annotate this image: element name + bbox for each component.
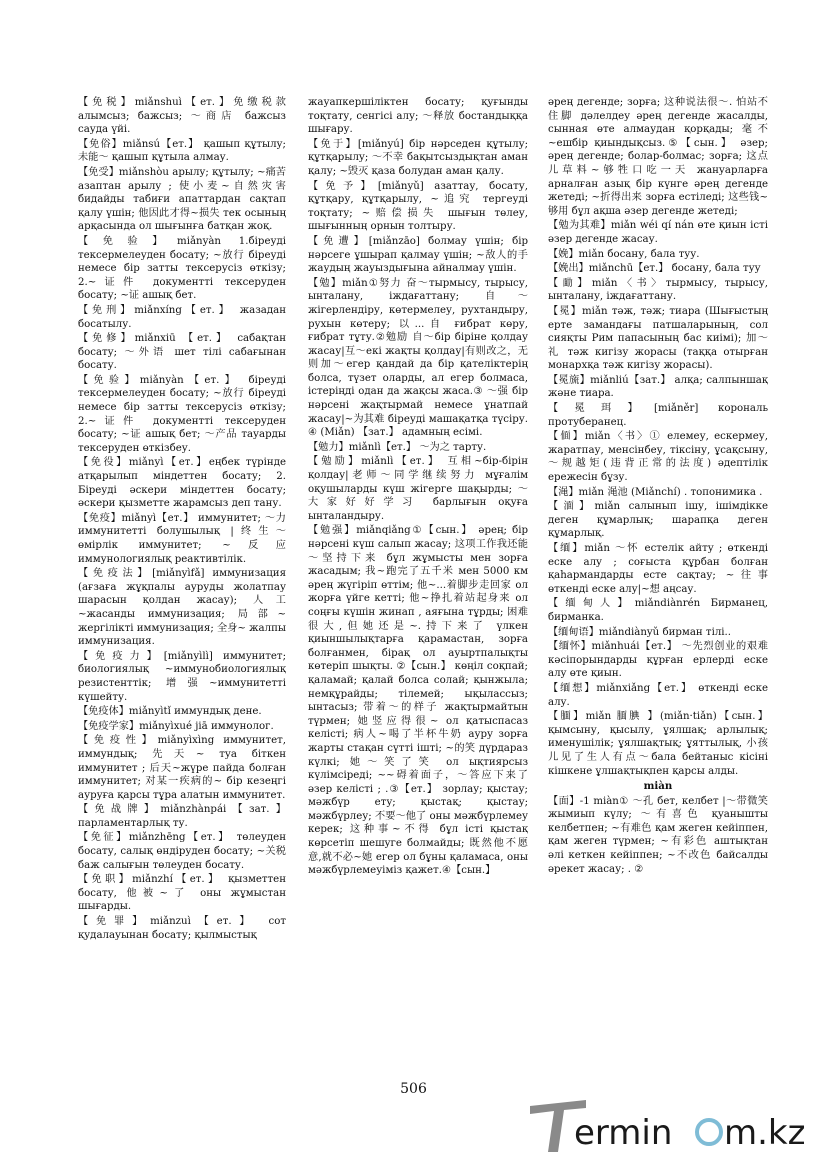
dictionary-entry: 【免验】miǎnyàn 1.біреуді тексермелеуден босату; ~放行 біреуді немесе бір затты тексерусіз өткізу; 2.~证件 документті тексеруден босату; ~证 ашық бет.	[78, 235, 286, 302]
dictionary-entry: 【缅甸语】miǎndiànyǔ бирман тілі..	[548, 626, 732, 638]
dictionary-entry: 【免疫学家】miǎnyìxué jiā иммунолог.	[78, 720, 274, 732]
dictionary-entry: 【免疫体】miǎnyìtǐ иммундық дене.	[78, 706, 262, 718]
dictionary-entry: 【冕旒】miǎnliú【зат.】 алқа; салпыншақ және тиара.	[548, 374, 768, 400]
page-number: 506	[400, 1081, 427, 1097]
dictionary-entry: 【免罪】miǎnzuì【ет.】 сот қудалауынан босату; қылмыстық	[78, 916, 286, 941]
dictionary-entry: 【勔】miǎn〈书〉тырмысу, тырысу, ынталану, іждағаттану.	[548, 277, 768, 303]
dictionary-entry: 【面】-1 miàn① ～孔 бет, келбет |～带微笑 жымиып күлу; ～有喜色 қуанышты келбетпен; ~有难色 қам жеген кейіппен, қам жеген түрмен; ~有彩色 аштықтан әлі кеткен кейіппен; ~不改色 байсалды әрекет жасау; . ②	[548, 795, 768, 875]
dictionary-entry: 【免税】miǎnshuì【ет.】免缴税款 алымсыз; бажсыз; ～商店 бажсыз сауда үйі.	[78, 97, 286, 136]
dictionary-entry: 【免疫力】[miǎnyìlì] иммунитет; биологиялық ~иммунобиологиялық резистенттік; 增强~иммунитетті күшейту.	[78, 650, 286, 703]
dictionary-entry: 【免受】miǎnshòu арылу; құтылу; ~痛苦 азаптан арылу ; 使小麦~自然灾害 бидайды табиғи апаттардан сақтап қалу үшін; 他因此才得~损失 тек осының арқасында ол шығынға батқан жоқ.	[78, 166, 286, 233]
column-left	[78, 96, 286, 1061]
dictionary-entry: 【免疫性】miǎnyìxìng иммунитет, иммундық; 先天~ туа біткен иммунитет ; 后天~жүре пайда болған иммунитет; 对某一疾病的~ бір кезеңгі ауруға қарсы тұра алатын иммунитет.	[78, 735, 286, 801]
dictionary-entry: 【免疫】miǎnyì【ет.】 иммунитет; ～力 иммунитетті болушылық |终生～өмірлік иммунитет; ~反应 иммунологиялық реактивтілік.	[78, 512, 286, 565]
dictionary-entry: 【冕珥】[miǎněr] корональ протуберанец.	[548, 403, 768, 428]
column-middle	[308, 96, 528, 1061]
dictionary-entry: 【湎】miǎn салынып ішу, ішімдікке деген құмарлық; шарапқа деген құмарлық.	[548, 501, 768, 540]
dictionary-entry: 【免验】miǎnyàn【ет.】 біреуді тексермелеуден босату; ~放行 біреуді немесе бір затты тексерусіз өткізу; 2.~证件 документті тексеруден босату; ~证 ашық бет; ～产品 тауарды тексеруден өткізбеу.	[78, 374, 286, 454]
dictionary-entry: 【腼】miǎn 腼腆 】(miǎn·tiǎn)【сын.】 қымсыну, қысылу, ұялшақ; арлылық; именушілік; ұялшақтық; ұяттылық, 小孩儿见了生人有点～бала бейтаныс кісіні кішкене ұлшақтықпен қарсы алды.	[548, 711, 768, 777]
dictionary-entry: 【免征】miǎnzhēng【ет.】 төлеуден босату, салық өндіруден босату; ~关税 баж салығын төлеуден босату.	[78, 832, 286, 871]
logo-graphic	[528, 1096, 818, 1156]
column-right	[548, 96, 768, 1061]
dictionary-entry: 【冕】miǎn тәж, тәж; тиара (Шығыстың ерте замандағы патшаларының, сол сияқты Рим папасының бас киімі); 加～礼 тәж кигізу жорасы (таққа отырған монархқа тәж кигізу жорасы).	[548, 305, 768, 372]
dictionary-entry: 【免刑】miǎnxíng【ет.】 жазадан босатылу.	[78, 304, 286, 330]
dictionary-entry: 【偭】miǎn〈书〉① елемеу, ескермеу, жаратпау, менсінбеу, тіксіну, ұсақсыну, ～规越矩(违背正常的法度) әдептілік ережесін бұзу.	[548, 431, 768, 484]
dictionary-entry: 【缅】miǎn ～怀 естелік айту ; өткенді еске алу ; соғыста құрбан болған қаһармандарды есте сақтау; ~往事 өткенді еске алу|~想 аңсау.	[548, 543, 768, 595]
logo-ring-icon	[697, 1120, 721, 1144]
dictionary-entry: 【勉】miǎn①努力 奋～тырмысу, тырысу, ынталану, іждағаттану; 自～жігерлендіру, көтермелеу, рухтандыру, рухын көтеру; 以...自 ғибрат көру, ғибрат тұту.②勉励 自～бір біріне қолдау жасау|互～екі жақты қолдау|有则改之，无则加～егер қандай да бір қателіктерің болса, түзет оларды, ал егер болмаса, істеріңді одан да жақсы жаса.③ ～强 бір нәрсені жақтырмай немесе ұнатпай жасау|~为其难 біреуді машақатқа түсіру. ④ (Miǎn) 【зат.】 адамның есімі.	[308, 277, 528, 439]
dictionary-entry: 【勉为其难】miǎn wéi qí nán өте қиын істі әзер дегенде жасау.	[548, 220, 768, 245]
dictionary-entry: 【免职】miǎnzhí【ет.】 қызметтен босату, 他被~了 оны жұмыстан шығарды.	[78, 874, 286, 913]
dictionary-entry: 【免疫法】[miǎnyìfǎ] иммунизация (ағзаға жұқпалы ауруды жолатпау шарасын қолдан жасау); 人工~жасанды иммунизация; 局部~ жергілікті иммунизация; 全身~ жалпы иммунизация.	[78, 568, 286, 648]
dictionary-entry: 【免修】miǎnxiū 【ет.】 сабақтан босату; ～外语 шет тілі сабағынан босату.	[78, 333, 286, 372]
dictionary-entry: 【勉励】miǎnlì【ет.】 互相~бір-бірін қолдау|老师～同学继续努力 мұғалім оқушыларды күш жігерге шақырды; ～大家好好学习 барлығын оқуға ынталандыру.	[308, 456, 528, 522]
dictionary-entry: 【缅想】miǎnxiǎng【ет.】 өткенді еске алу.	[548, 682, 768, 708]
dictionary-entry: 【渑】miǎn 渑池 (Miǎnchí) . топонимика .	[548, 486, 763, 498]
dictionary-entry: 【免遭】[miǎnzāo] болмау үшін; бір нәрсеге ұшырап қалмау үшін; ~敌人的手 жаудың жауыздығына айналмау үшін.	[308, 235, 528, 275]
dictionary-entry: 【免战牌】miǎnzhànpái【зат.】 парламентарлық ту.	[78, 804, 286, 829]
dictionary-entry: 【娩出】miǎnchū【ет.】 босану, бала туу	[548, 263, 761, 275]
section-heading: miàn	[643, 780, 673, 793]
dictionary-entry: жауапкершіліктен босату; қуғынды тоқтату, сенгісі алу; ～释放 бостандыққа шығару.	[308, 97, 528, 136]
dictionary-entry: 【免役】miǎnyì【ет.】еңбек түрінде атқарылып міндеттен босату; 2. Біреуді әскери міндеттен босату; әскери қызметте жарамсыз деп тану.	[78, 457, 286, 510]
termincom-logo	[528, 1096, 818, 1156]
logo-text-part2: m.kz	[724, 1113, 806, 1153]
dictionary-entry: 【缅甸人】miǎndiànrén Бирманец, бирманка.	[548, 598, 768, 623]
dictionary-entry: 【勉强】miǎnqiǎng①【сын.】 әрең; бір нәрсені күш салып жасау; 这项工作我还能～坚持下来 бұл жұмысты мен зорға жасадым; 我~跑完了五千米 мен 5000 км әрең жүгіріп өттім; 他~...着脚步走回家 ол жорға үйге кетті; 他~挣扎着站起身来 ол соңғы күшін жинап , аяғына тұрды; 困难很大,但她还是~.持下来了 үлкен қиыншылықтарға қарамастан, зорға болғанмен, бірақ ол ауыртпалықты көтеріп шықты. ②【сын.】 көңіл соқпай; қаламай; қалай болса солай; қынжыла; немқұрайды; тілемей; ықылассыз; ынтасыз; 带着～的样子 жақтырмайтын түрмен; 她竖应得很~ ол қатыспасаз келісті; 病人~喝了半杯牛奶 ауру зорға жарты стақан сүтті ішті; ~的笑 дүрдараз күлкі; 她～笑了笑 ол ықтиярсыз күлімсіреді; ~~碍着面子，～答应下来了 әзер келісті ; .③【ет.】 зорлау; қыстау; мәжбүр ету; қыстақ; қыстау; мәжбүрлеу; 不要～他了 оны мәжбүрлемеу керек; 这种事~不得 бұл істі қыстақ көрсетіп шешуге болмайды; 既然他不愿意,就不必~她 егер ол бұны қаламаса, оны мәжбүрлемеуіміз қажет.④【сын.】	[308, 525, 528, 877]
dictionary-entry: 【免予】[miǎnyǔ] азаттау, босату, құтқару, құтқарылу, ~追究 тергеуді тоқтату; ~赔偿损失 шығын төлеу, шығынның орнын толтыру.	[308, 180, 528, 233]
dictionary-entry: 【免俗】miǎnsú【ет.】 қашып құтылу; 未能～ қашып құтыла алмау.	[78, 138, 286, 164]
dictionary-entry: 【勉力】miǎnlì【ет.】 ～为之 тарту.	[308, 441, 487, 453]
dictionary-entry: әрең дегенде; зорға; 这种说法很～. 怕站不住脚 дәлелдеу әрең дегенде жасалды, сынная өте алмаудан қорқады; 毫不~ешбір қиындықсыз.⑤【сын.】 әзер; әрең дегенде; болар-болмас; зорға; 这点儿草料~够牲口吃一天 жануарларға арналған азық бір күнге әрең дегенде жетеді; ~折得出来 зорға естіледі; 这些钱~够用 бұл ақша әзер дегенде жетеді;	[548, 97, 768, 217]
logo-text-part1: ermin	[574, 1113, 673, 1153]
dictionary-entry: 【免于】[miǎnyú] бір нәрседен құтылу; құтқарылу; ～不幸 бақытсыздықтан аман қалу; ~毁灭 қаза болудан аман қалу.	[308, 138, 528, 177]
dictionary-entry: 【娩】miǎn босану, бала туу.	[548, 248, 700, 260]
dictionary-entry: 【缅怀】miǎnhuái【ет.】 ～先烈创业的艰难 кәсіпорындарды құрған ерлерді еске алу өте қиын.	[548, 641, 768, 680]
